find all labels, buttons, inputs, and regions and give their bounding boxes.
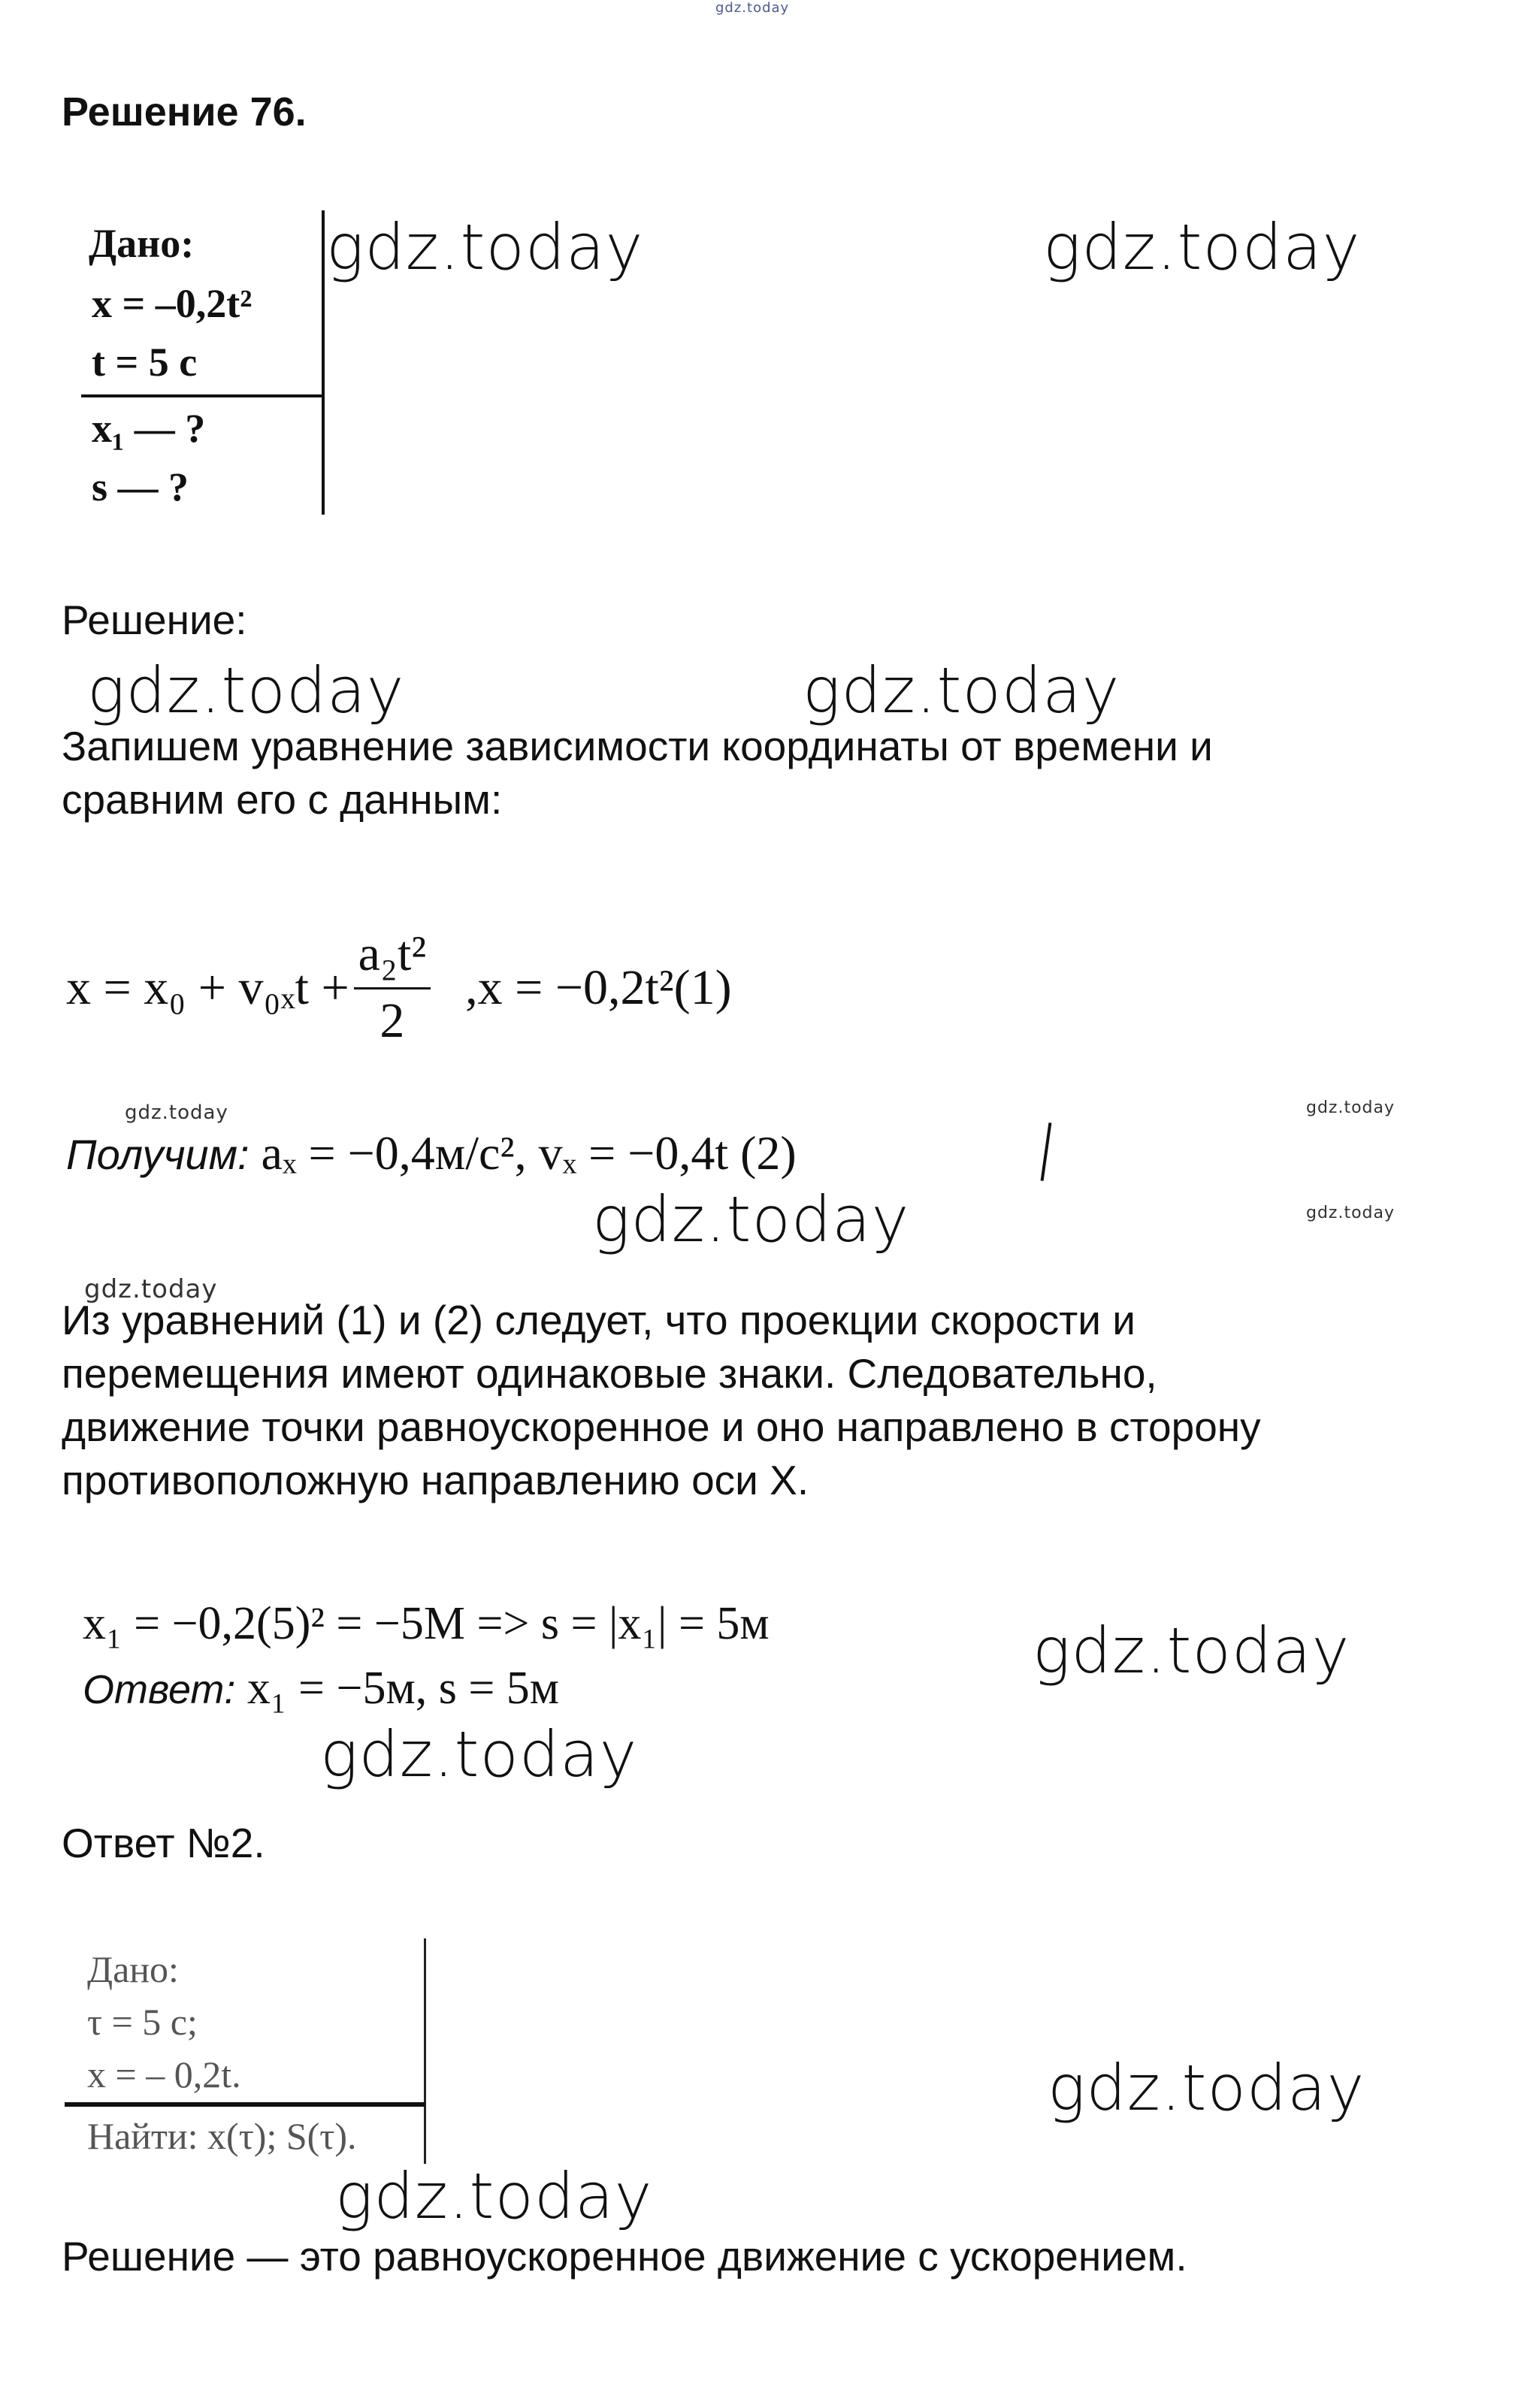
- watermark-4: gdz.today: [803, 654, 1120, 727]
- find-line-x1: x₁ — ?: [92, 406, 206, 451]
- given2-title: Дано:: [87, 1948, 179, 1990]
- given2-line-tau: τ = 5 с;: [87, 2001, 198, 2043]
- equation-2-text: aₓ = −0,4м/с², vₓ = −0,4t (2): [261, 1126, 797, 1180]
- given-divider-horizontal: [81, 394, 323, 397]
- cursor-mark: [1041, 1122, 1052, 1181]
- paragraph-1: [62, 720, 1213, 826]
- answer-2-label: Ответ №2.: [62, 1820, 265, 1866]
- watermark-8: gdz.today: [1048, 2051, 1365, 2125]
- given2-line-x: x = – 0,2t.: [87, 2053, 241, 2095]
- given-line-t: t = 5 с: [92, 340, 198, 385]
- watermark-6: gdz.today: [1033, 1614, 1350, 1687]
- paragraph-1-line-1: Запишем уравнение зависимости координаты от времени и: [62, 723, 1213, 769]
- fraction-denominator: 2: [380, 993, 405, 1048]
- watermark-small-4: gdz.today: [84, 1274, 218, 1304]
- given-block-1: [81, 210, 329, 518]
- solution-heading: Решение 76.: [62, 89, 307, 134]
- watermark-9: gdz.today: [335, 2159, 653, 2233]
- equation-2-label: Получим:: [66, 1131, 249, 1178]
- given-divider-vertical: [322, 210, 325, 515]
- given-block-2: [65, 1938, 440, 2164]
- paragraph-1-line-2: сравним его с данным:: [62, 776, 503, 823]
- given-title: Дано:: [89, 221, 195, 266]
- equation-2: [66, 1125, 797, 1181]
- given2-divider-horizontal: [65, 2102, 425, 2107]
- equation-4-label: Ответ:: [83, 1667, 236, 1712]
- equation-1-right: ,x = −0,2t²(1): [465, 959, 732, 1015]
- solution-label: Решение:: [62, 597, 247, 643]
- final-line: Решение — это равноускоренное движение с ускорением.: [62, 2233, 1187, 2280]
- watermark-small-1: gdz.today: [125, 1101, 228, 1124]
- given2-find: Найти: x(τ); S(τ).: [87, 2115, 357, 2157]
- equation-3: x₁ = −0,2(5)² = −5М => s = |x₁| = 5м: [83, 1598, 770, 1649]
- watermark-top: gdz.today: [715, 0, 790, 16]
- paragraph-2-line-4: противоположную направлению оси X.: [62, 1457, 809, 1503]
- equation-1: [66, 926, 732, 1050]
- find-line-s: s — ?: [92, 464, 189, 509]
- watermark-2: gdz.today: [1043, 210, 1361, 284]
- equation-4-text: x₁ = −5м, s = 5м: [246, 1663, 560, 1714]
- paragraph-2: [62, 1294, 1261, 1507]
- watermark-5: gdz.today: [592, 1183, 910, 1256]
- watermark-3: gdz.today: [87, 654, 405, 727]
- equation-4: [83, 1662, 559, 1715]
- given-line-x: x = –0,2t²: [92, 281, 252, 326]
- given2-divider-vertical: [424, 1938, 426, 2164]
- fraction-numerator: a₂t²: [354, 926, 431, 989]
- watermark-7: gdz.today: [320, 1718, 638, 1791]
- equation-1-fraction: [354, 926, 431, 1050]
- watermark-small-3: gdz.today: [1306, 1204, 1396, 1222]
- paragraph-2-line-3: движение точки равноускоренное и оно направлено в сторону: [62, 1403, 1261, 1450]
- paragraph-2-line-1: Из уравнений (1) и (2) следует, что проекции скорости и: [62, 1297, 1136, 1343]
- equation-1-left: x = x₀ + v₀ₓt +: [66, 959, 349, 1015]
- watermark-small-2: gdz.today: [1306, 1098, 1396, 1117]
- watermark-1: gdz.today: [326, 210, 644, 284]
- paragraph-2-line-2: перемещения имеют одинаковые знаки. Следовательно,: [62, 1350, 1157, 1397]
